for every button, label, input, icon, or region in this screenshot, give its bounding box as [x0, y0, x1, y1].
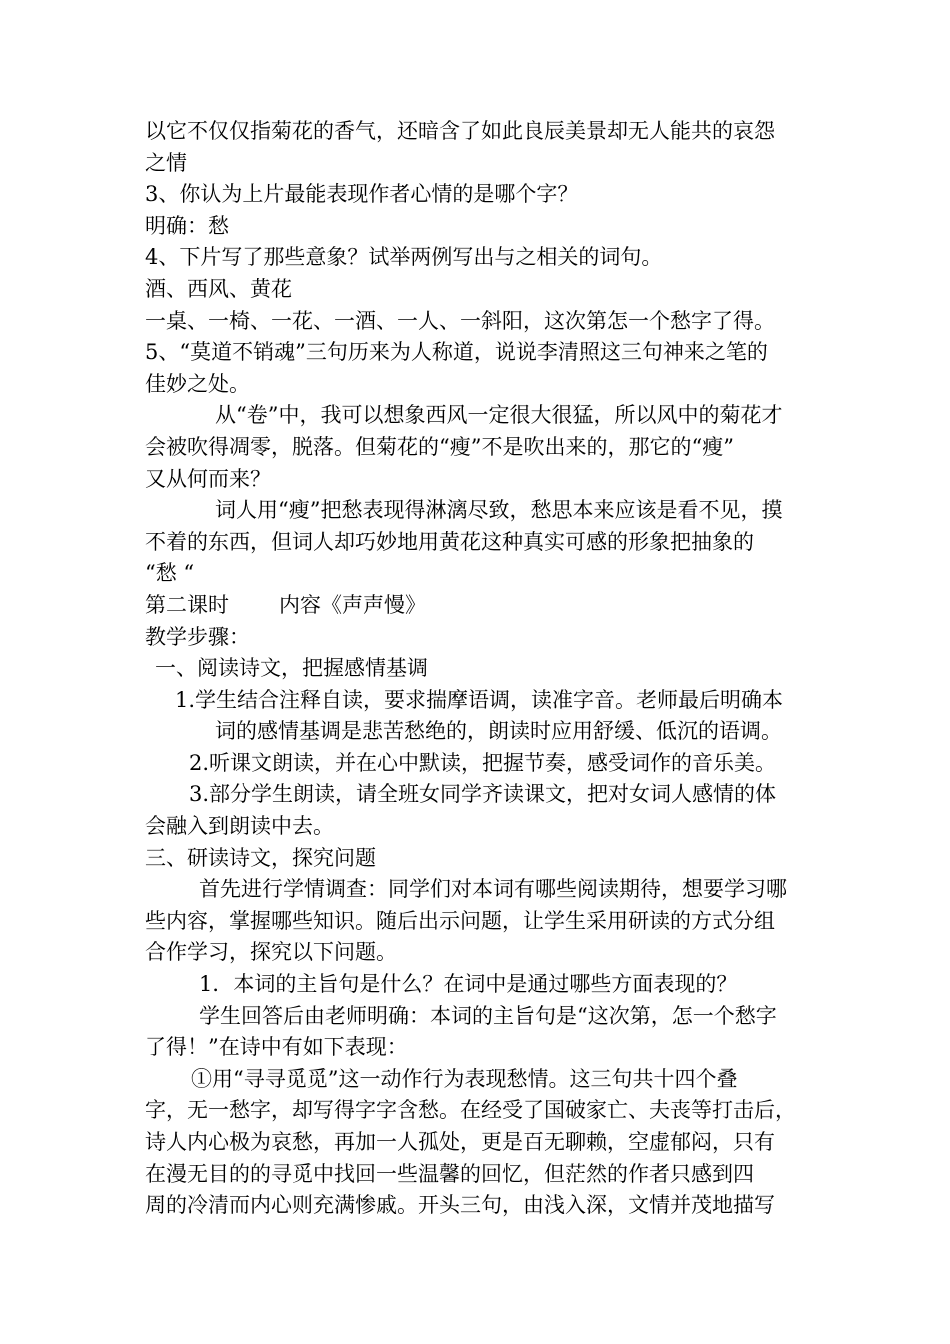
text-line: 又从何而来？	[145, 466, 271, 491]
text-line: 字，无一愁字，却写得字字含愁。在经受了国破家亡、夫丧等打击后，	[145, 1098, 796, 1123]
step-3: 3.部分学生朗读，请全班女同学齐读课文，把对女词人感情的体	[189, 782, 777, 807]
section-heading-3: 三、研读诗文，探究问题	[145, 845, 376, 870]
text-line: 合作学习，探究以下问题。	[145, 940, 397, 965]
step-1: 1.学生结合注释自读，要求揣摩语调，读准字音。老师最后明确本	[175, 687, 784, 712]
question-3: 3、你认为上片最能表现作者心情的是哪个字？	[145, 182, 579, 207]
text-line: 之情	[145, 150, 187, 175]
text-line: 在漫无目的的寻觅中找回一些温馨的回忆，但茫然的作者只感到四	[145, 1161, 754, 1186]
text-line: 会被吹得凋零，脱落。但菊花的“瘦”不是吹出来的，那它的“瘦”	[145, 434, 734, 459]
paragraph-answer: 学生回答后由老师明确：本词的主旨句是“这次第，怎一个愁字	[199, 1003, 777, 1028]
text-line: 些内容，掌握哪些知识。随后出示问题，让学生采用研读的方式分组	[145, 908, 775, 933]
paragraph-juan: 从“卷”中，我可以想象西风一定很大很猛，所以风中的菊花才	[215, 403, 783, 428]
text-line: 诗人内心极为哀愁，再加一人孤处，更是百无聊赖，空虚郁闷，只有	[145, 1130, 775, 1154]
answer-4-imagery: 酒、西风、黄花	[145, 276, 292, 301]
lesson-period: 第二课时	[145, 592, 229, 617]
lesson-content: 内容《声声慢》	[279, 592, 426, 617]
paragraph-shou: 词人用“瘦”把愁表现得淋漓尽致，愁思本来应该是看不见，摸	[215, 498, 783, 523]
text-line: 以它不仅仅指菊花的香气，还暗含了如此良辰美景却无人能共的哀怨	[145, 119, 775, 143]
text-line: 词的感情基调是悲苦愁绝的，朗读时应用舒缓、低沉的语调。	[215, 719, 782, 744]
step-2: 2.听课文朗读，并在心中默读，把握节奏，感受词作的音乐美。	[189, 750, 777, 775]
section-heading-1: 一、阅读诗文，把握感情基调	[155, 656, 428, 681]
answer-4-lines: 一桌、一椅、一花、一酒、一人、一斜阳，这次第怎一个愁字了得。	[145, 308, 775, 333]
paragraph-survey: 首先进行学情调查：同学们对本词有哪些阅读期待，想要学习哪	[199, 877, 787, 902]
text-line: “愁 “	[145, 561, 195, 586]
discussion-question-1: 1．本词的主旨句是什么？在词中是通过哪些方面表现的？	[199, 972, 738, 997]
text-line: 佳妙之处。	[145, 371, 250, 396]
section-heading-steps: 教学步骤：	[145, 624, 250, 649]
question-4: 4、下片写了那些意象？试举两例写出与之相关的词句。	[145, 245, 663, 270]
text-line: 不着的东西，但词人却巧妙地用黄花这种真实可感的形象把抽象的	[145, 529, 754, 554]
document-body	[145, 116, 815, 1222]
answer-3: 明确：愁	[145, 213, 229, 238]
question-5: 5、“莫道不销魂”三句历来为人称道，说说李清照这三句神来之笔的	[145, 340, 768, 365]
text-line: 会融入到朗读中去。	[145, 814, 334, 839]
point-1: ①用“寻寻觅觅”这一动作行为表现愁情。这三句共十四个叠	[191, 1066, 738, 1091]
lesson-header	[145, 590, 815, 622]
text-line: 周的冷清而内心则充满惨戚。开头三句，由浅入深，文情并茂地描写	[145, 1193, 775, 1218]
text-line: 了得！”在诗中有如下表现：	[145, 1035, 408, 1060]
